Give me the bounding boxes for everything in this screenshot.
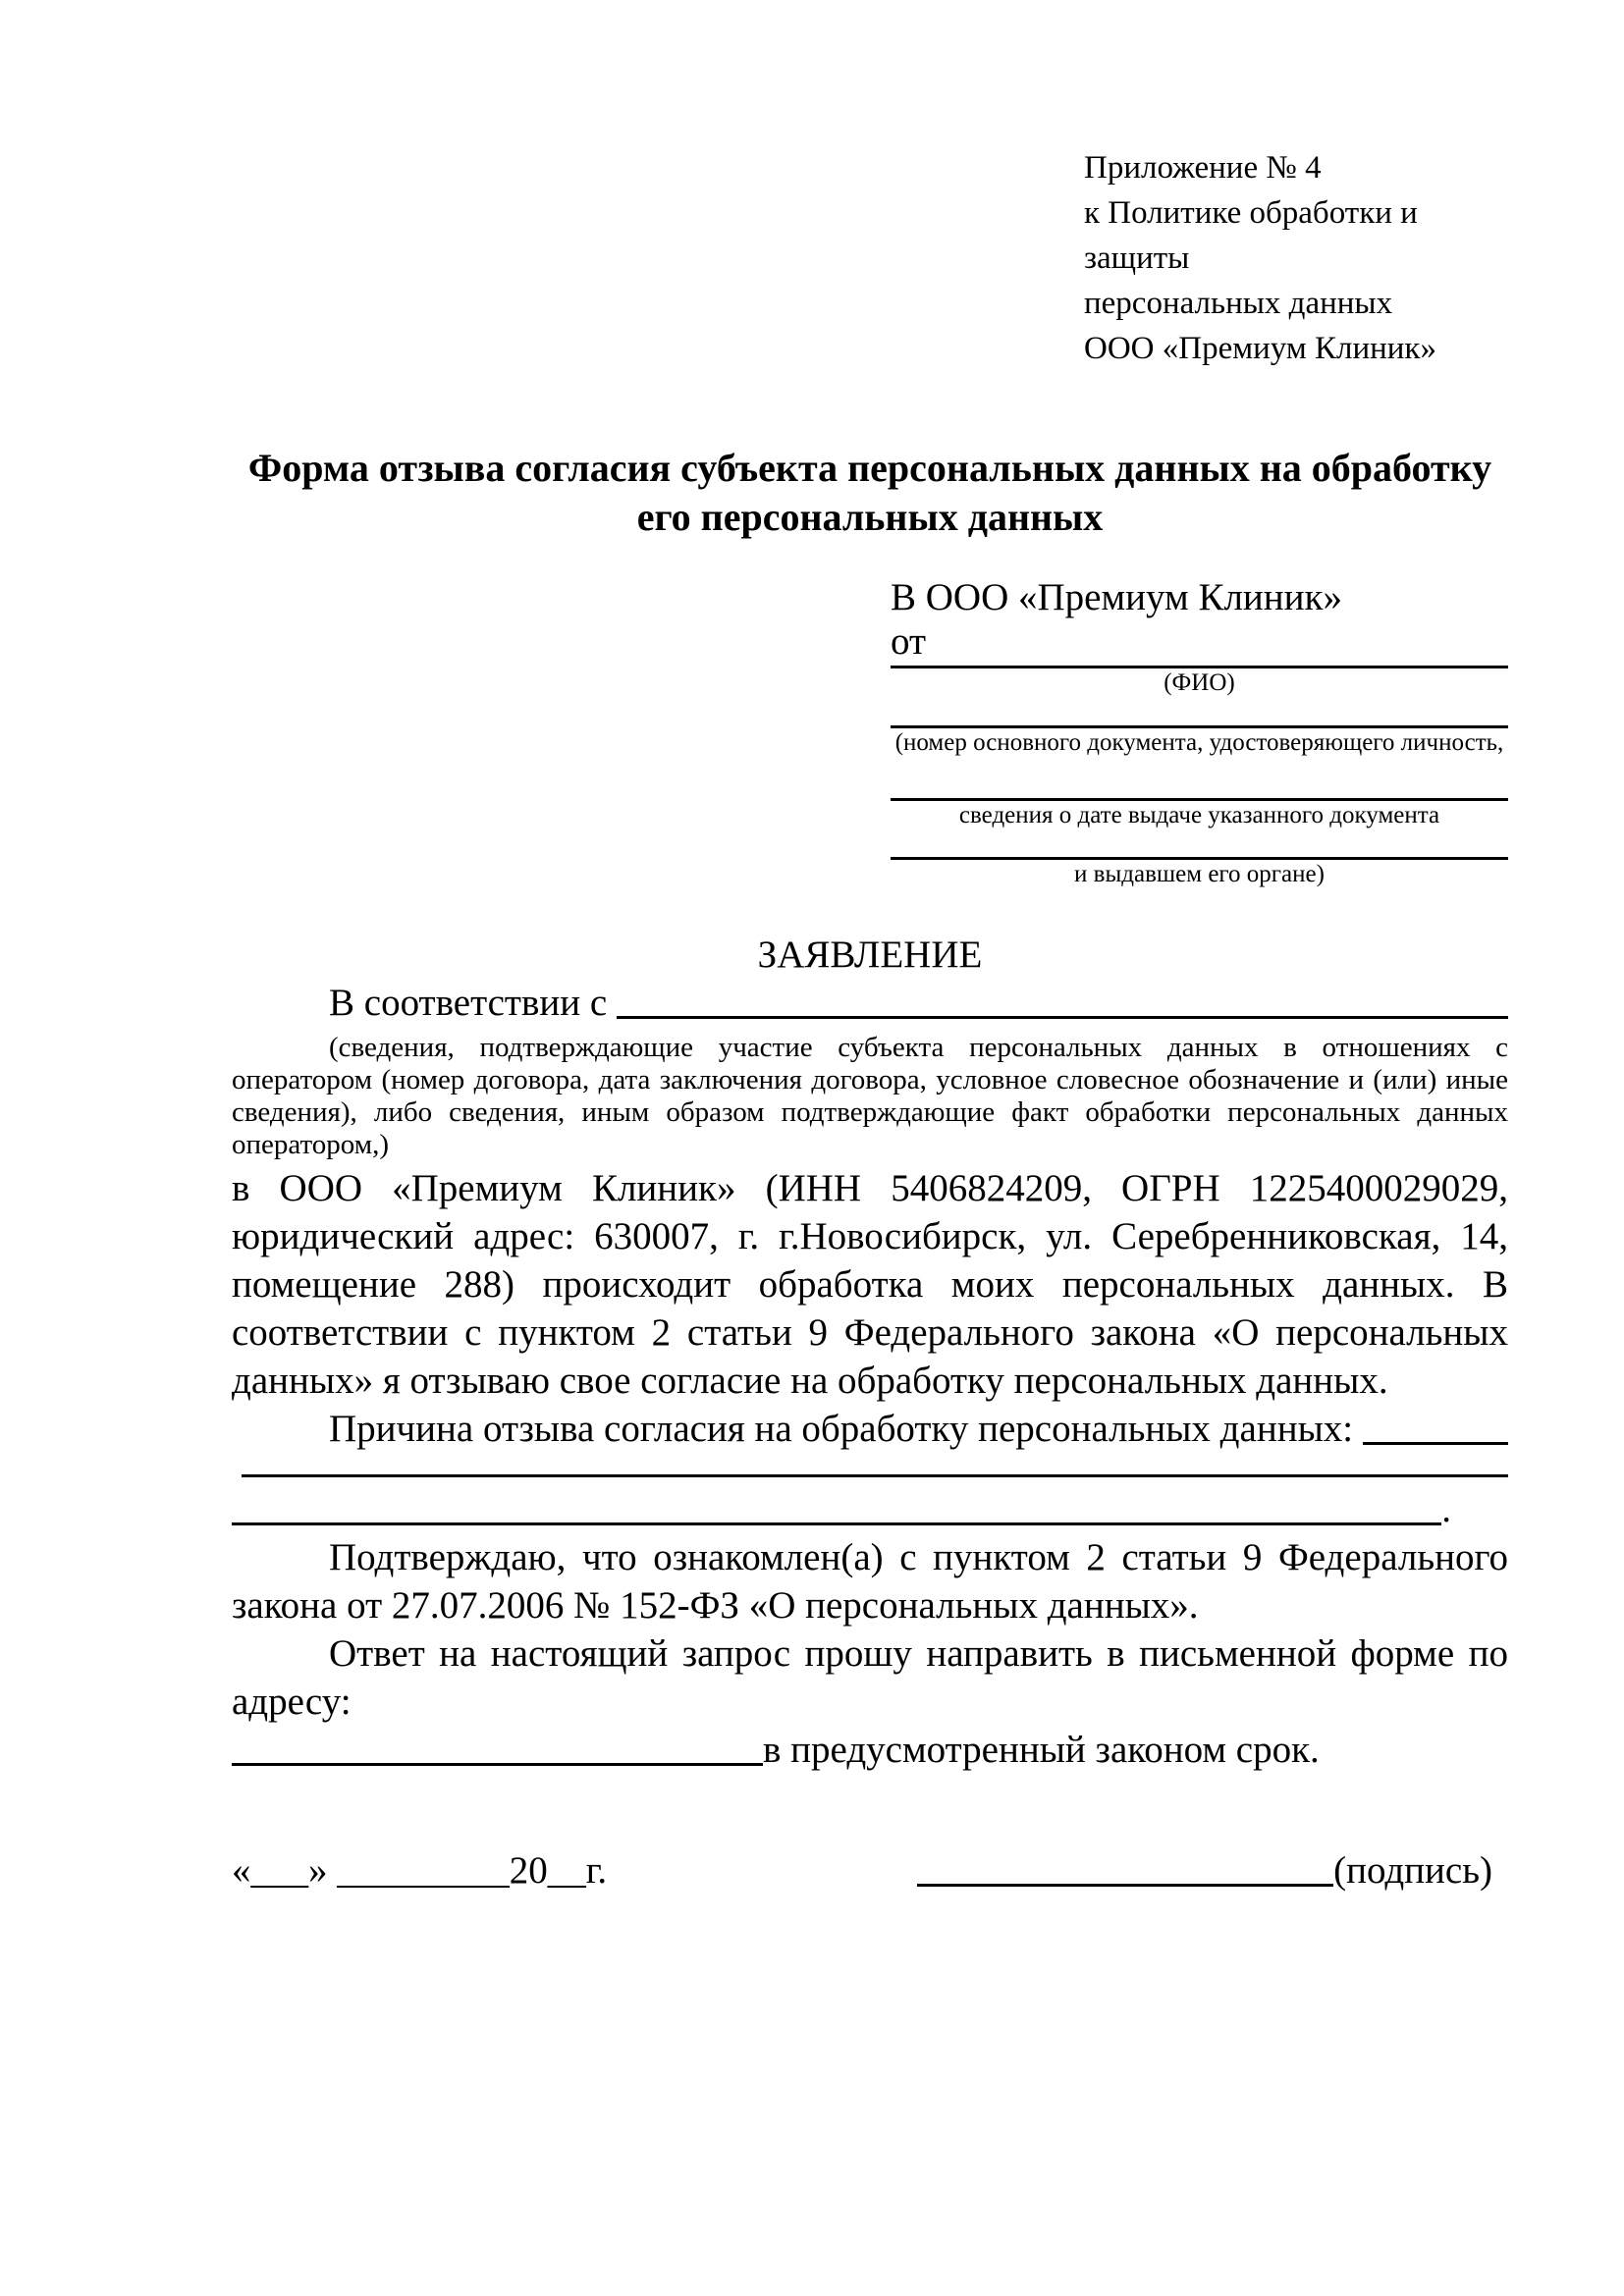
reply-tail: в предусмотренный законом срок. (763, 1729, 1320, 1771)
blank-rule (242, 1474, 1508, 1477)
appendix-line: ООО «Премиум Клиник» (1084, 331, 1436, 366)
reply-address-line (232, 1726, 1508, 1774)
date-line: «___» _________20__г. (232, 1849, 608, 1892)
fio-caption: (ФИО) (1164, 669, 1235, 696)
appendix-line: к Политике обработки и защиты (1084, 195, 1418, 276)
intro-note: (сведения, подтверждающие участие субъекта персональных данных в отношениях с оператором (номер договора, дата заключения договора, условное словесное обозначение и (или) иные сведения), либо сведения, иным образом подтверждающие факт обработки персональных данных оператором,) (232, 1032, 1508, 1160)
addressee-block (891, 575, 1508, 889)
signature-group (917, 1846, 1492, 1895)
blank-rule (232, 1522, 1441, 1525)
reply-lead-line: Ответ на настоящий запрос прошу направить в письменной форме по адресу: (232, 1632, 1508, 1723)
signature-line (917, 1884, 1333, 1887)
reason-blank-line (1363, 1442, 1508, 1445)
body-paragraph: в ООО «Премиум Клиник» (ИНН 5406824209, ОГРН 1225400029029, юридический адрес: 630007, г. г.Новосибирск, ул. Серебренниковская, 14, помещение 288) происходит обработка моих персональных данных. В соответствии с пунктом 2 статьи 9 Федерального закона «О персональных данных» я отзываю свое согласие на обработку персональных данных. (232, 1167, 1508, 1402)
doc-number-caption: (номер основного документа, удостоверяющего личность, (894, 729, 1504, 756)
address-blank-line (232, 1763, 763, 1766)
reason-extra-line-1 (232, 1474, 1508, 1485)
reason-lead: Причина отзыва согласия на обработку персональных данных: (329, 1408, 1354, 1450)
statement-heading: ЗАЯВЛЕНИЕ (757, 934, 983, 976)
line-end-period: . (1441, 1488, 1451, 1530)
intro-line (232, 979, 1508, 1027)
intro-lead: В соответствии с (329, 982, 608, 1024)
from-label: от (891, 620, 927, 663)
appendix-line: Приложение № 4 (1084, 150, 1322, 186)
confirm-paragraph: Подтверждаю, что ознакомлен(а) с пунктом 2 статьи 9 Федерального закона от 27.07.2006 № 152-ФЗ «О персональных данных». (232, 1536, 1508, 1627)
footer-row (232, 1846, 1508, 1895)
reason-extra-line-2 (232, 1485, 1508, 1533)
reason-line (232, 1405, 1508, 1453)
document-title: Форма отзыва согласия субъекта персональных данных на обработку его персональных данных (247, 446, 1492, 539)
intro-blank-line (617, 1016, 1508, 1019)
issuing-authority-caption: и выдавшем его органе) (1074, 861, 1325, 887)
recipient-line: В ООО «Премиум Клиник» (891, 576, 1342, 618)
issue-date-caption: сведения о дате выдаче указанного документа (958, 802, 1440, 828)
appendix-line: персональных данных (1084, 286, 1393, 321)
appendix-block (1084, 145, 1508, 371)
signature-caption: (подпись) (1333, 1849, 1492, 1892)
